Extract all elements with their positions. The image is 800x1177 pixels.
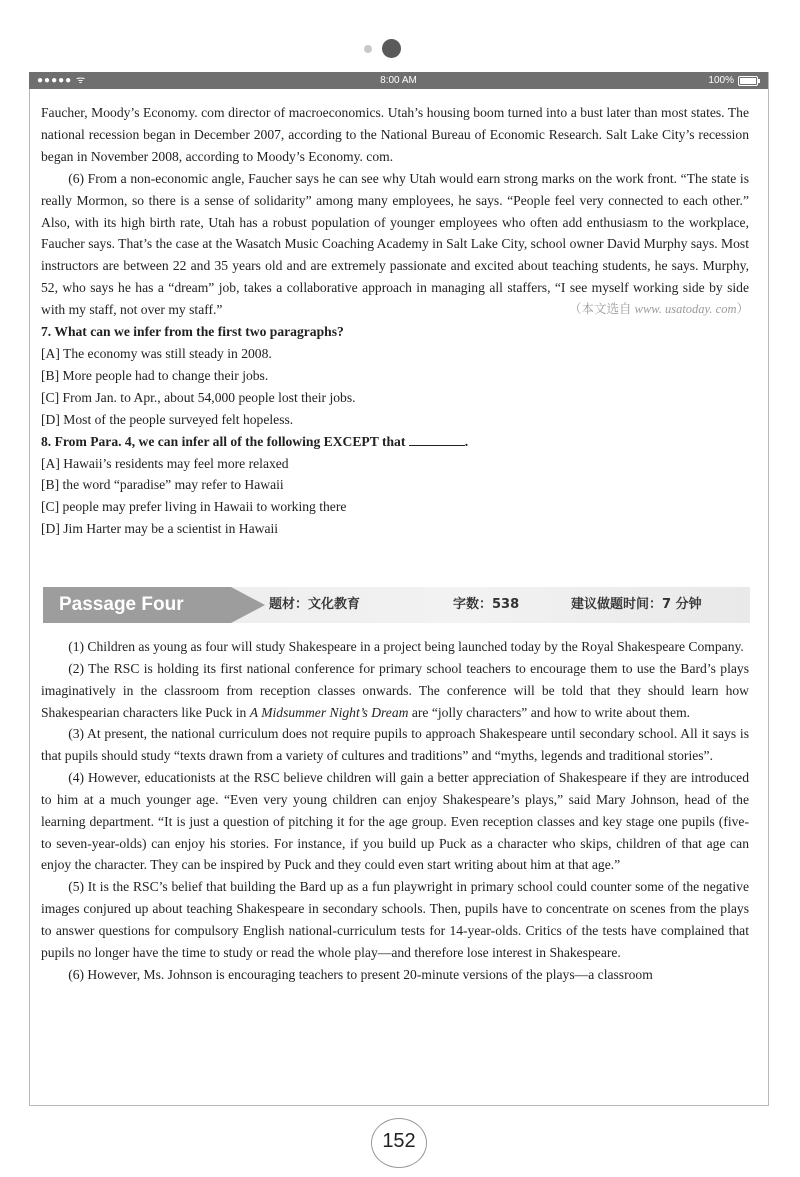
source-citation [542, 299, 749, 321]
play-title: A Midsummer Night’s Dream [249, 704, 409, 720]
banner-arrow [231, 587, 265, 623]
page-indicator-dots [360, 38, 410, 60]
question-8-option-c[interactable]: [C] people may prefer living in Hawaii to working there [41, 499, 347, 515]
battery-status [708, 72, 758, 89]
paragraph-5: (5) It is the RSC’s belief that building the Bard up as a fun playwright in primary school could counter some of the negative images conjured up about teaching Shakespeare in secondary schools. Then, pupils have to concentrate on scenes from the plays to answer questions for compulsory English national-curriculum tests for 14-year-olds. Critics of the tests have complained that pupils no longer have the time to study or read the whole play—and therefore lose interest in Shakespeare. [41, 879, 749, 960]
page-number-badge [371, 1118, 427, 1168]
paragraph-3: (3) At present, the national curriculum does not require pupils to approach Shakespeare until secondary school. All it says is that pupils should study “texts drawn from a variety of cultures and traditions” and “myths, legends and traditional stories”. [41, 726, 749, 764]
question-8-stem-end: . [464, 433, 469, 449]
page-dot-active [382, 39, 401, 58]
source-site: www. usatoday. com [634, 302, 737, 317]
paragraph-6-text: (6) From a non-economic angle, Faucher says he can see why Utah would earn strong marks on the work front. “The state is really Mormon, so there is a sense of solidarity” among many employees, he says. “People feel very connected to each other.” Also, with its high birth rate, Utah has a robust population of younger employees who often add enthusiasm to the workplace, Faucher says. That’s the case at the Wasatch Music Coaching Academy in Salt Lake City, school owner David Murphy says. Most instructors are between 22 and 35 years old and are extremely passionate and excited about teaching students, he says. Murphy, 52, who says he has a “dream” job, takes a collaborative approach in managing all staffers, “I see myself working side by side with my staff, not over my staff.” [41, 170, 749, 318]
question-8-option-b[interactable]: [B] the word “paradise” may refer to Hawaii [41, 477, 284, 493]
passage-four-text [41, 636, 749, 986]
paragraph-4: (4) However, educationists at the RSC believe children will gain a better appreciation of Shakespeare if they are introduced to him at a much younger age. “Even very young children can enjoy Shakespeare’s plays,” said Mary Johnson, head of the learning department. “It is just a question of pitching it for the age group. Even reception classes and key stage one pupils (five- to seven-year-olds) can enjoy his stories. For instance, if you build up Puck as a character who skips, children of that age can enjoy the character. They can be inspired by Puck and they could even start writing about him at that age.” [41, 770, 749, 873]
question-7-option-d[interactable]: [D] Most of the people surveyed felt hopeless. [41, 411, 294, 427]
paragraph-6: (6) However, Ms. Johnson is encouraging teachers to present 20-minute versions of the plays—a classroom [68, 966, 653, 982]
question-8-option-a[interactable]: [A] Hawaii’s residents may feel more relaxed [41, 455, 289, 471]
passage-topic: 题材：文化教育 [269, 597, 361, 612]
battery-percent: 100% [708, 75, 734, 86]
passage-four-banner [43, 587, 750, 623]
paragraph-2-text-a: (2) The RSC is holding its first national conference for primary school teachers to encourage them to use the Bard’s plays imaginatively in the classroom from reception classes onwards. The conference will be told that they should learn how Shakespearian characters like Puck in [41, 660, 749, 720]
question-8-option-d[interactable]: [D] Jim Harter may be a scientist in Hawaii [41, 521, 279, 537]
page-dot-inactive [364, 45, 372, 53]
passage-title: Passage Four [43, 587, 231, 623]
question-8-stem-text: 8. From Para. 4, we can infer all of the following EXCEPT that [41, 433, 406, 449]
passage-three-text [41, 102, 749, 540]
question-7-option-c[interactable]: [C] From Jan. to Apr., about 54,000 people lost their jobs. [41, 389, 356, 405]
page-number: 152 [382, 1130, 416, 1152]
paragraph-6 [41, 168, 749, 321]
question-8-stem [41, 431, 749, 453]
paragraph-1: (1) Children as young as four will study Shakespeare in a project being launched today by the Royal Shakespeare Company. [68, 639, 744, 654]
source-prefix: （本文选自 [568, 302, 632, 317]
paragraph-continued: Faucher, Moody’s Economy. com director of macroeconomics. Utah’s housing boom turned into a bust later than most states. The national recession began in December 2007, according to the National Bureau of Economic Research. Salt Lake City’s recession began in November 2008, according to Moody’s Economy. com. [41, 105, 749, 164]
status-bar [29, 72, 768, 89]
source-suffix: ） [736, 302, 749, 317]
signal-indicator: ●●●●● ᯤ [37, 75, 87, 86]
paragraph-2 [41, 658, 749, 724]
question-7-stem: 7. What can we infer from the first two paragraphs? [41, 324, 344, 340]
status-time: 8:00 AM [380, 75, 417, 86]
question-7-option-a[interactable]: [A] The economy was still steady in 2008. [41, 345, 272, 361]
passage-word-count: 字数：538 [453, 597, 520, 612]
paragraph-2-text-b: are “jolly characters” and how to write about them. [408, 704, 691, 720]
passage-suggested-time: 建议做题时间：7 分钟 [571, 597, 702, 612]
question-7-option-b[interactable]: [B] More people had to change their jobs. [41, 367, 269, 383]
answer-blank [409, 433, 465, 446]
battery-icon [738, 76, 758, 86]
